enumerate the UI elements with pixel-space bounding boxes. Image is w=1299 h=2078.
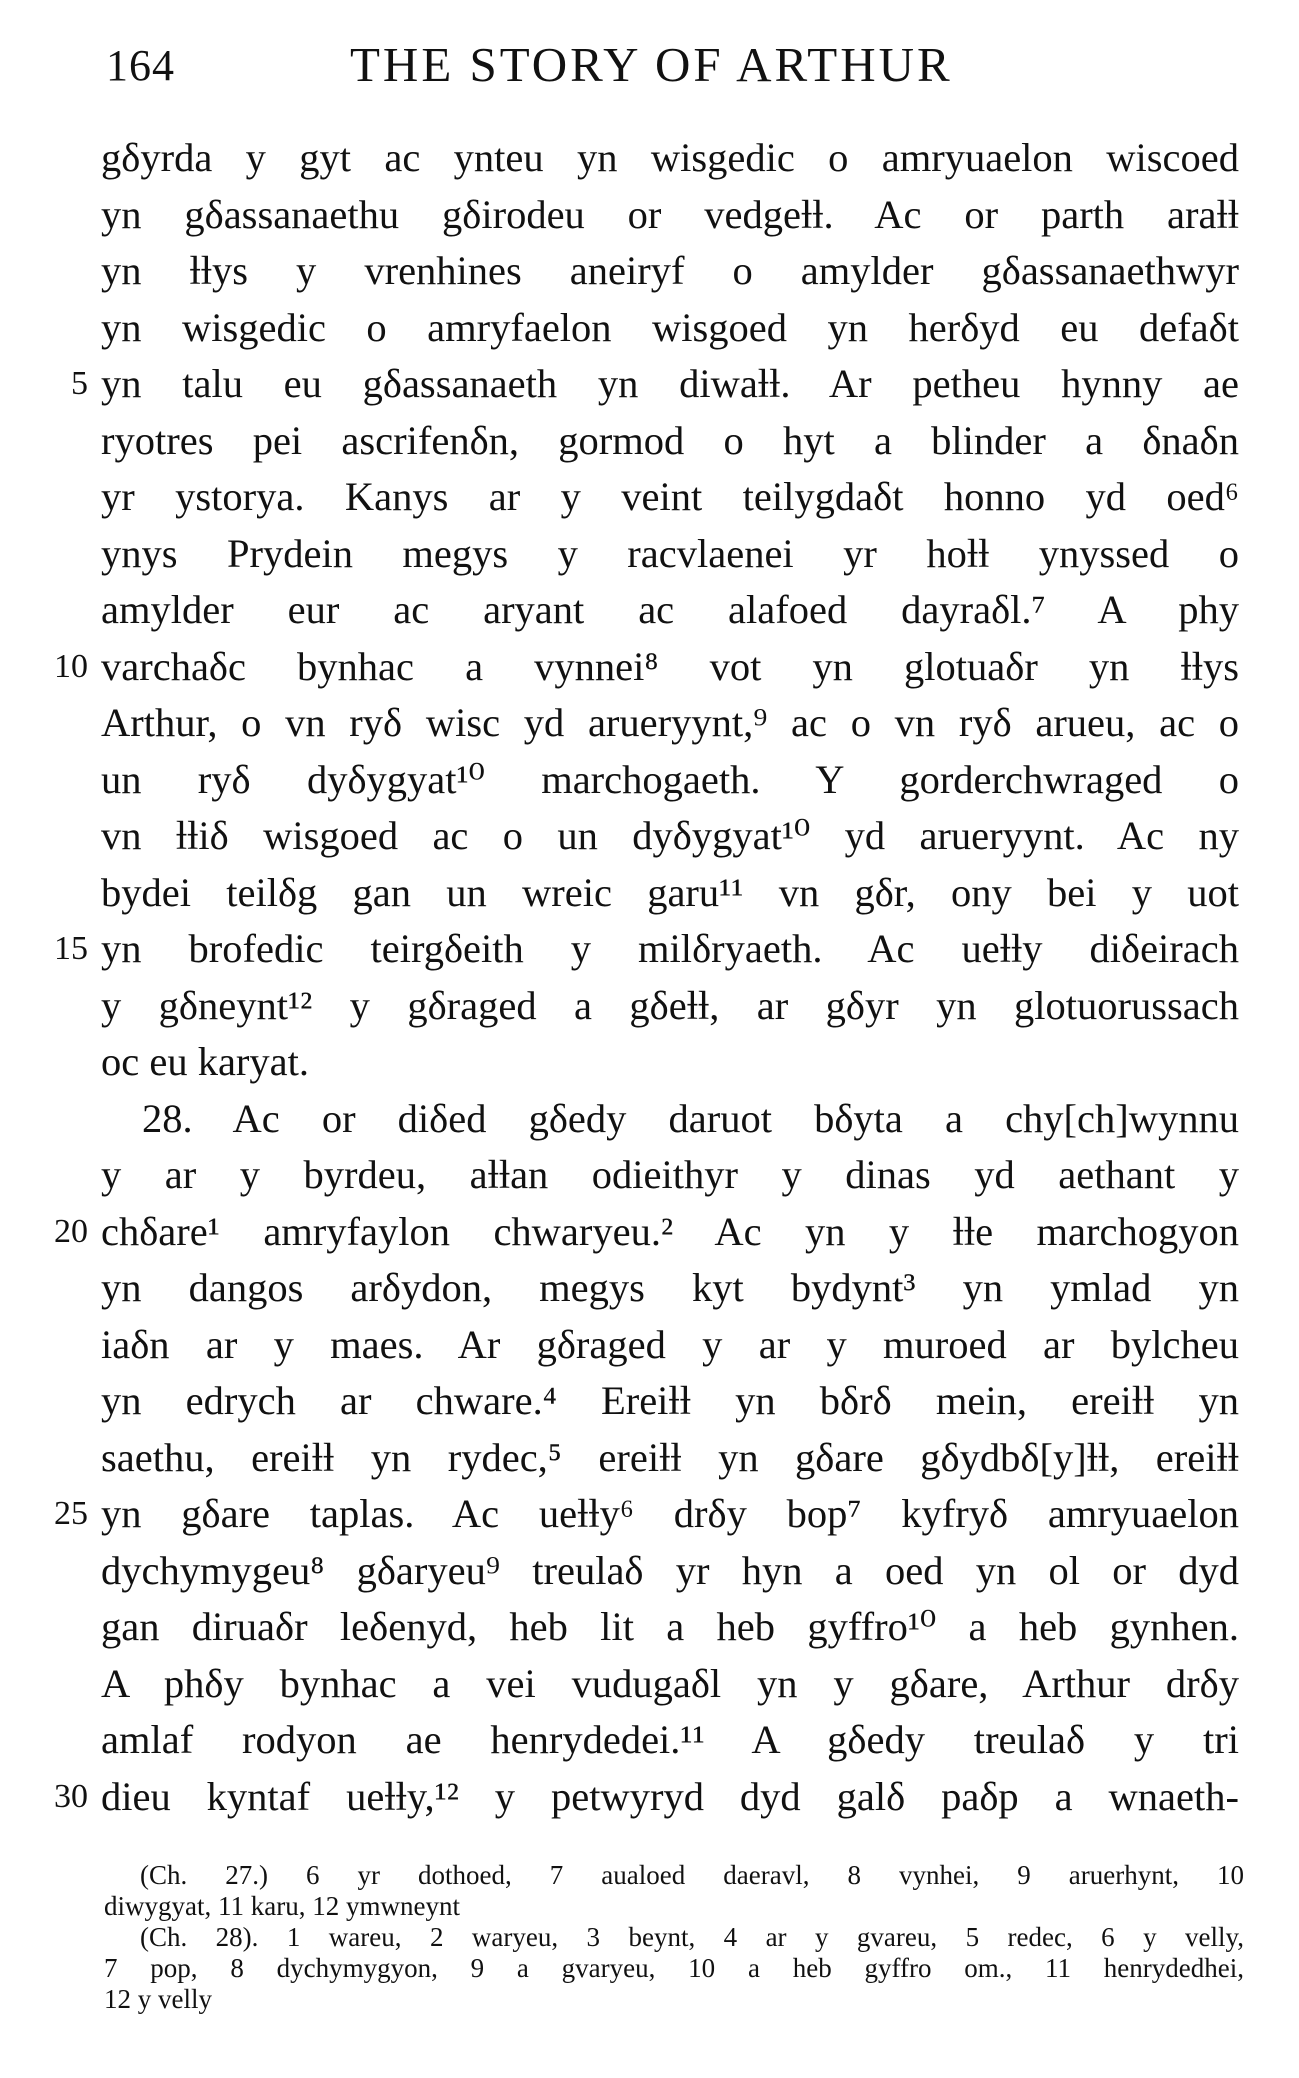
line-text: varchaδc bynhac a vynnei⁸ vot yn glotuaδr yn ƚƚys xyxy=(101,643,1239,689)
line-text: dieu kyntaf ueƚƚy,¹² y petwyryd dyd galδ paδp a wnaeth- xyxy=(101,1773,1239,1819)
line-text: yr ystorya. Kanys ar y veint teilygdaδt honno yd oed⁶ xyxy=(101,474,1239,519)
line-text: bydei teilδg gan un wreic garu¹¹ vn gδr, ony bei y uot xyxy=(101,869,1239,915)
text-line xyxy=(0,1034,1299,1091)
text-line xyxy=(0,639,1299,696)
footnote-line: diwygyat, 11 karu, 12 ymwneynt xyxy=(104,1891,460,1921)
text-line xyxy=(0,1712,1299,1769)
line-text: yn brofedic teirgδeith y milδryaeth. Ac ueƚƚy diδeirach xyxy=(101,926,1239,971)
text-line xyxy=(0,356,1299,413)
line-number: 5 xyxy=(71,365,88,402)
footnote-line: (Ch. 28). 1 wareu, 2 waryeu, 3 beynt, 4 ar y gvareu, 5 redec, 6 y velly, xyxy=(140,1922,1244,1952)
text-line xyxy=(0,695,1299,752)
footnote-line: 12 y velly xyxy=(104,1984,212,2014)
text-line xyxy=(0,243,1299,300)
text-line xyxy=(0,1543,1299,1600)
line-text: dychymygeu⁸ gδaryeu⁹ treulaδ yr hyn a oed yn ol or dyd xyxy=(101,1547,1239,1593)
line-text: y ar y byrdeu, aƚƚan odieithyr y dinas yd aethant y xyxy=(101,1152,1239,1197)
line-number: 20 xyxy=(54,1212,88,1250)
page-number: 164 xyxy=(106,41,175,90)
footnotes xyxy=(104,1860,1244,2015)
line-text: yn dangos arδydon, megys kyt bydynt³ yn ymlad yn xyxy=(101,1265,1239,1310)
text-line xyxy=(0,1769,1299,1826)
line-text: saethu, ereiƚƚ yn rydec,⁵ ereiƚƚ yn gδare gδydbδ[y]ƚƚ, ereiƚƚ xyxy=(101,1434,1239,1480)
running-header xyxy=(100,36,1240,96)
line-text: yn talu eu gδassanaeth yn diwaƚƚ. Ar petheu hynny ae xyxy=(101,361,1239,406)
line-text: amlaf rodyon ae henrydedei.¹¹ A gδedy treulaδ y tri xyxy=(101,1717,1239,1762)
text-line xyxy=(0,1599,1299,1656)
line-text: vn ƚƚiδ wisgoed ac o un dyδygyat¹⁰ yd arueryynt. Ac ny xyxy=(101,813,1239,858)
text-line xyxy=(0,865,1299,922)
footnote-line: (Ch. 27.) 6 yr dothoed, 7 aualoed daeravl, 8 vynhei, 9 aruerhynt, 10 xyxy=(140,1860,1244,1890)
line-text: A phδy bynhac a vei vudugaδl yn y gδare, Arthur drδy xyxy=(101,1660,1239,1706)
text-line xyxy=(0,1656,1299,1713)
text-line xyxy=(0,978,1299,1035)
line-text: yn edrych ar chware.⁴ Ereiƚƚ yn bδrδ mein, ereiƚƚ yn xyxy=(101,1378,1239,1423)
text-line xyxy=(0,187,1299,244)
line-text: oc eu karyat. xyxy=(101,1039,310,1084)
line-text: ryotres pei ascrifenδn, gormod o hyt a blinder a δnaδn xyxy=(101,417,1239,463)
text-line xyxy=(0,582,1299,639)
line-number: 10 xyxy=(54,647,88,685)
text-line xyxy=(0,130,1299,187)
line-text: 28. Ac or diδed gδedy daruot bδyta a chy[ch]wynnu xyxy=(142,1095,1239,1141)
line-number: 15 xyxy=(54,930,88,967)
text-line xyxy=(0,1260,1299,1317)
text-line xyxy=(0,1430,1299,1487)
text-line xyxy=(0,526,1299,583)
line-text: yn wisgedic o amryfaelon wisgoed yn herδyd eu defaδt xyxy=(101,304,1239,350)
line-text: yn gδare taplas. Ac ueƚƚy⁶ drδy bop⁷ kyfryδ amryuaelon xyxy=(101,1491,1239,1536)
text-line xyxy=(0,1486,1299,1543)
text-line xyxy=(0,1091,1299,1148)
line-text: yn ƚƚys y vrenhines aneiryf o amylder gδassanaethwyr xyxy=(101,248,1239,293)
text-line xyxy=(0,300,1299,357)
text-line xyxy=(0,808,1299,865)
line-text: y gδneynt¹² y gδraged a gδeƚƚ, ar gδyr yn glotuorussach xyxy=(101,982,1239,1028)
line-text: iaδn ar y maes. Ar gδraged y ar y muroed ar bylcheu xyxy=(101,1321,1239,1367)
main-text-block xyxy=(0,130,1299,1825)
text-line xyxy=(0,921,1299,978)
line-text: Arthur, o vn ryδ wisc yd arueryynt,⁹ ac o vn ryδ arueu, ac o xyxy=(101,700,1239,745)
line-text: un ryδ dyδygyat¹⁰ marchogaeth. Y gorderchwraged o xyxy=(101,756,1239,802)
line-text: gan diruaδr leδenyd, heb lit a heb gyffro¹⁰ a heb gynhen. xyxy=(101,1604,1239,1649)
text-line xyxy=(0,1373,1299,1430)
line-text: gδyrda y gyt ac ynteu yn wisgedic o amryuaelon wiscoed xyxy=(101,135,1239,180)
line-text: amylder eur ac aryant ac alafoed dayraδl.⁷ A phy xyxy=(101,587,1239,632)
text-line xyxy=(0,1317,1299,1374)
running-title: THE STORY OF ARTHUR xyxy=(350,37,953,92)
line-number: 25 xyxy=(54,1495,88,1532)
line-text: ynys Prydein megys y racvlaenei yr hoƚƚ ynyssed o xyxy=(101,530,1239,576)
line-text: chδare¹ amryfaylon chwaryeu.² Ac yn y ƚƚe marchogyon xyxy=(101,1208,1239,1254)
line-number: 30 xyxy=(54,1777,88,1815)
text-line xyxy=(0,1204,1299,1261)
text-line xyxy=(0,413,1299,470)
text-line xyxy=(0,469,1299,526)
footnote-line: 7 pop, 8 dychymygyon, 9 a gvaryeu, 10 a heb gyffro om., 11 henrydedhei, xyxy=(104,1953,1244,1983)
line-text: yn gδassanaethu gδirodeu or vedgeƚƚ. Ac or parth araƚƚ xyxy=(101,191,1239,237)
text-line xyxy=(0,752,1299,809)
text-line xyxy=(0,1147,1299,1204)
